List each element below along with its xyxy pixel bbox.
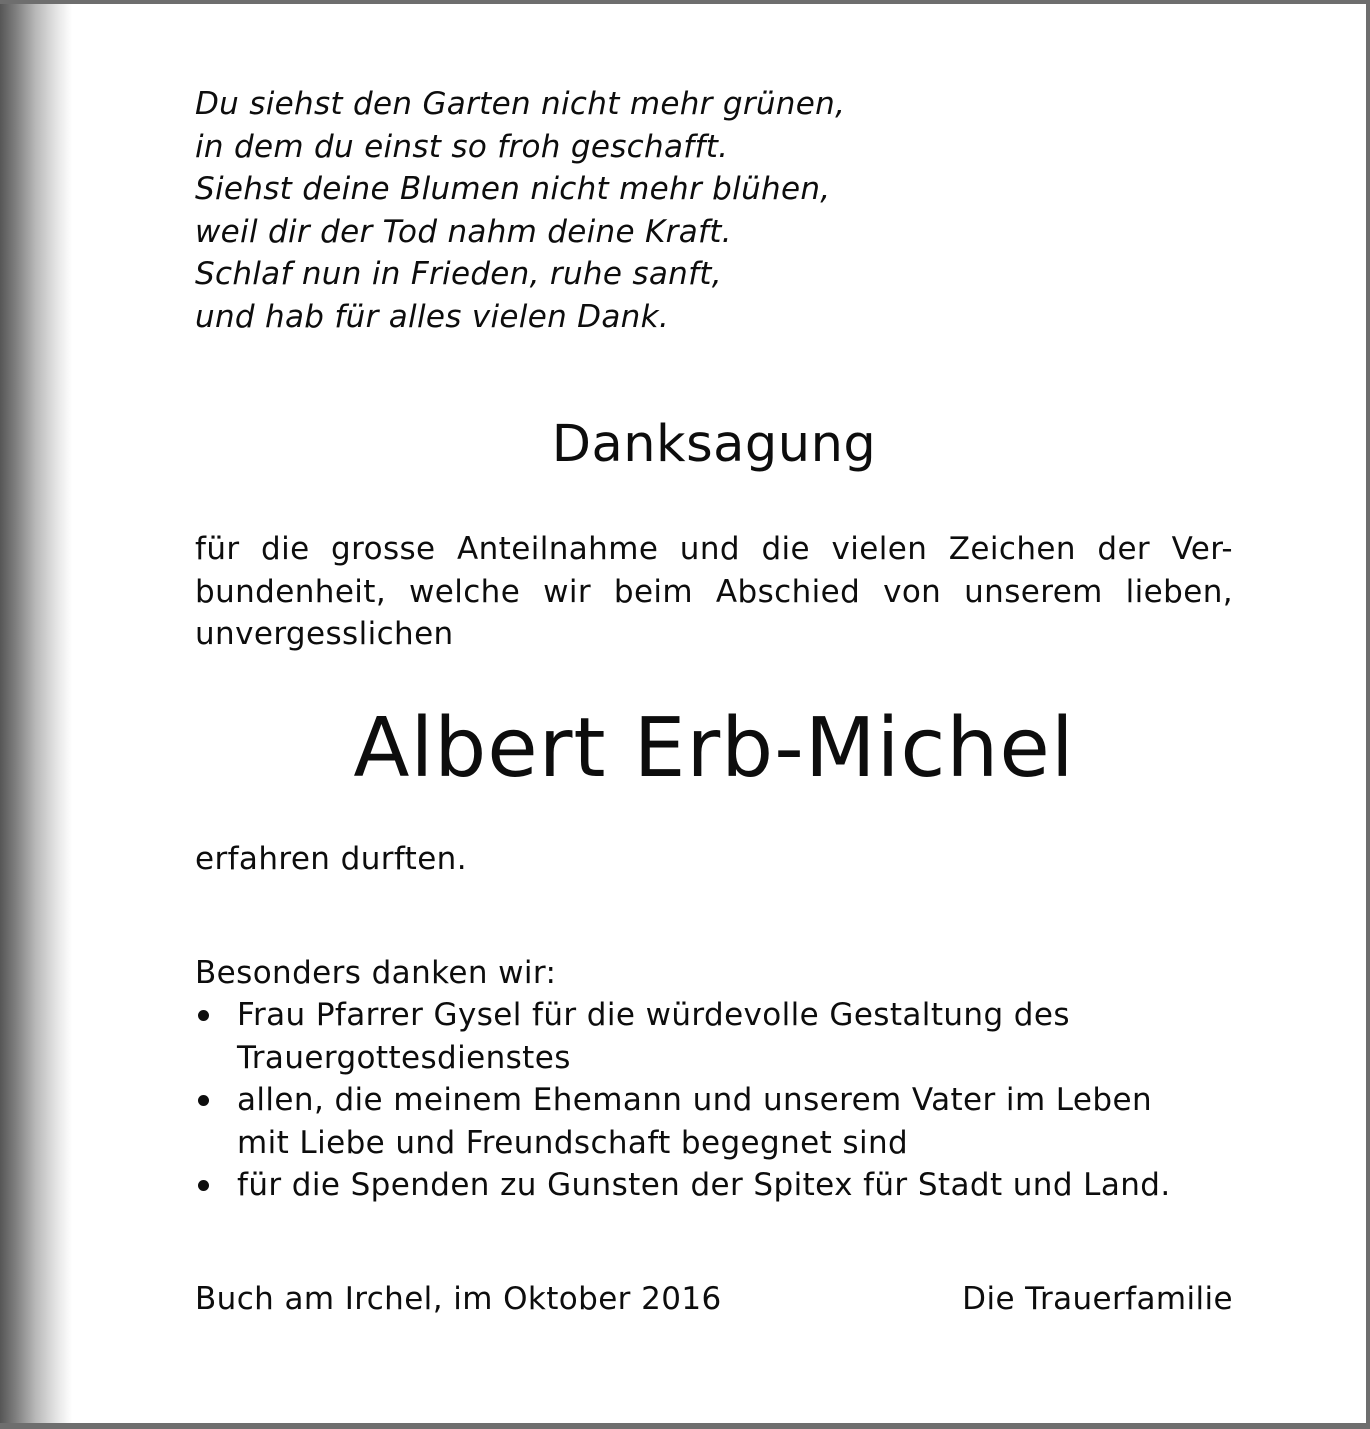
list-item-line: mit Liebe und Freundschaft begegnet sind: [237, 1124, 909, 1161]
list-item-line: Trauergottesdienstes: [237, 1039, 571, 1076]
bullet-icon: [198, 1010, 209, 1021]
place-date: Buch am Irchel, im Oktober 2016: [195, 1281, 722, 1317]
list-item: [195, 994, 1233, 1079]
intro-line: unvergesslichen: [195, 616, 454, 652]
bullet-icon: [198, 1095, 209, 1106]
special-thanks-list: [195, 994, 1233, 1207]
closing-text: erfahren durften.: [195, 841, 467, 877]
list-item: [195, 1164, 1233, 1207]
poem-line: Siehst deine Blumen nicht mehr blühen,: [195, 171, 831, 208]
notice-heading: Danksagung: [551, 415, 877, 474]
intro-line: bundenheit, welche wir beim Abschied von unserem lieben,: [195, 573, 1233, 610]
list-item: [195, 1079, 1233, 1164]
poem-line: in dem du einst so froh geschafft.: [195, 128, 729, 165]
poem: [195, 83, 845, 339]
poem-line: Schlaf nun in Frieden, ruhe sanft,: [195, 256, 722, 293]
page-edge-shadow: [0, 4, 72, 1423]
deceased-name: Albert Erb-Michel: [353, 701, 1075, 796]
list-item-line: für die Spenden zu Gunsten der Spitex für Stadt und Land.: [237, 1167, 1171, 1204]
intro-line: für die grosse Anteilnahme und die vielen Zeichen der Ver-: [195, 531, 1233, 567]
intro-paragraph: [195, 528, 1233, 656]
bullet-icon: [198, 1180, 209, 1191]
poem-line: weil dir der Tod nahm deine Kraft.: [195, 213, 732, 250]
list-item-line: Frau Pfarrer Gysel für die würdevolle Gestaltung des: [237, 997, 1070, 1033]
special-thanks-heading: Besonders danken wir:: [195, 955, 557, 991]
poem-line: und hab für alles vielen Dank.: [195, 298, 669, 335]
poem-line: Du siehst den Garten nicht mehr grünen,: [195, 86, 846, 122]
signature: Die Trauerfamilie: [962, 1281, 1233, 1317]
list-item-line: allen, die meinem Ehemann und unserem Vater im Leben: [237, 1082, 1152, 1119]
